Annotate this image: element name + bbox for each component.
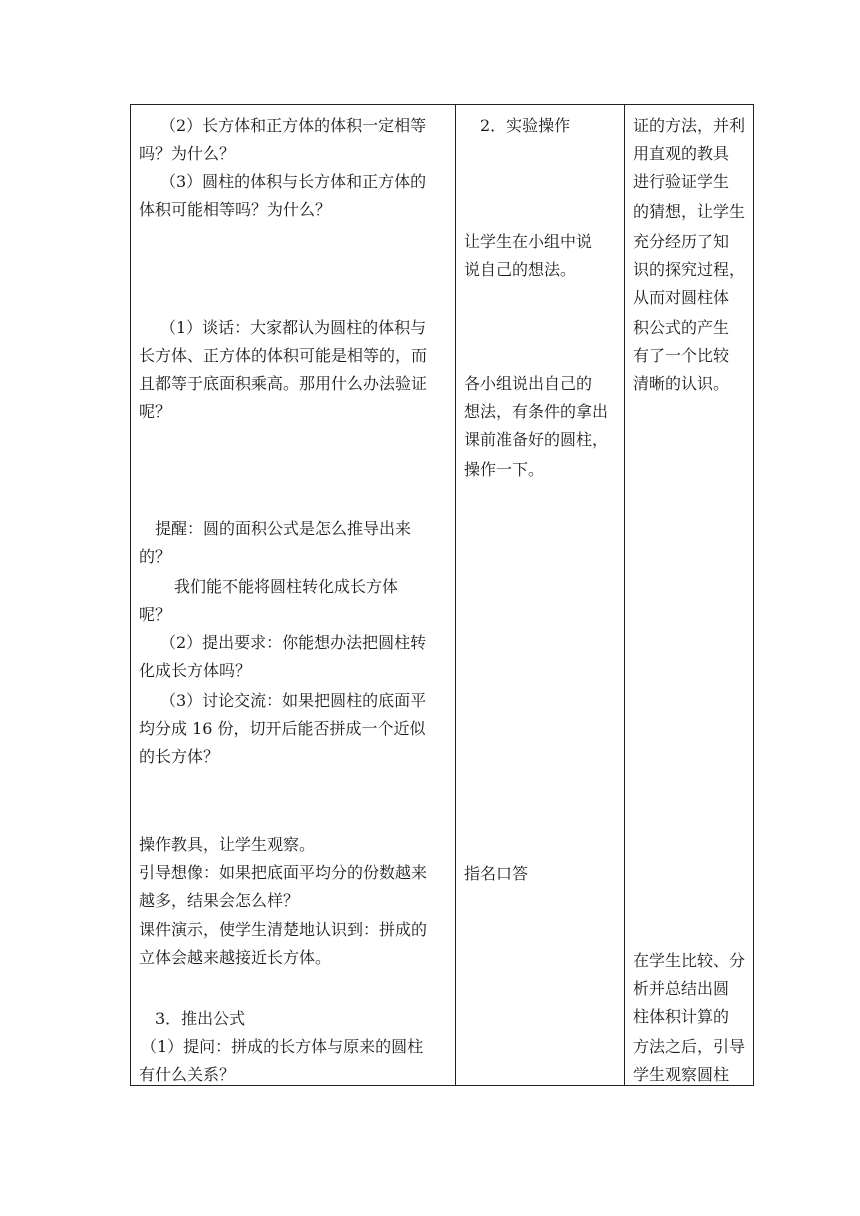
text-line: （2）提出要求：你能想办法把圆柱转 [160, 633, 427, 652]
text-line: 课件演示，使学生清楚地认识到：拼成的 [139, 920, 428, 939]
text-line: （1）谈话：大家都认为圆柱的体积与 [160, 318, 427, 337]
text-line: 各小组说出自己的 [464, 374, 593, 393]
text-line: 我们能不能将圆柱转化成长方体 [174, 577, 399, 596]
lesson-plan-table [130, 104, 754, 1086]
text-line: 呢？ [139, 605, 172, 624]
text-line: 说自己的想法。 [464, 260, 577, 279]
text-line: 证的方法，并利 [633, 116, 746, 135]
text-line: 从而对圆柱体 [633, 288, 730, 307]
text-line: 均分成 16 份，切开后能否拼成一个近似 [139, 719, 426, 738]
text-line: 用直观的教具 [633, 144, 730, 163]
text-line: 且都等于底面积乘高。那用什么办法验证 [139, 374, 428, 393]
text-line: 积公式的产生 [633, 318, 730, 337]
text-line: 有了一个比较 [633, 346, 730, 365]
text-line: 化成长方体吗？ [139, 661, 252, 680]
text-line: 有什么关系？ [139, 1065, 236, 1084]
text-line: 长方体、正方体的体积可能是相等的，而 [139, 346, 428, 365]
text-line: （3）讨论交流：如果把圆柱的底面平 [160, 691, 427, 710]
text-line: 体积可能相等吗？为什么？ [139, 200, 332, 219]
text-line: 方法之后，引导 [633, 1037, 746, 1056]
text-line: 呢？ [139, 402, 172, 421]
text-line: 2．实验操作 [480, 116, 571, 135]
text-line: 析并总结出圆 [633, 979, 730, 998]
text-line: 的长方体？ [139, 747, 220, 766]
text-line: 让学生在小组中说 [464, 232, 593, 251]
text-line: （1）提问：拼成的长方体与原来的圆柱 [141, 1037, 424, 1056]
text-line: 课前准备好的圆柱， [464, 430, 609, 449]
text-line: 学生观察圆柱 [633, 1065, 730, 1084]
text-line: 清晰的认识。 [633, 374, 730, 393]
text-line: 的猜想，让学生 [633, 202, 746, 221]
text-line: 想法，有条件的拿出 [464, 402, 609, 421]
text-line: 指名口答 [464, 864, 529, 883]
text-line: 引导想像：如果把底面平均分的份数越来 [139, 863, 428, 882]
student-activity-column [456, 105, 624, 1085]
text-line: 吗？为什么？ [139, 144, 236, 163]
text-line: 在学生比较、分 [633, 951, 746, 970]
text-line: 提醒：圆的面积公式是怎么推导出来 [155, 519, 412, 538]
teacher-activity-column [131, 105, 455, 1085]
text-line: 操作一下。 [464, 460, 545, 479]
text-line: 识的探究过程， [633, 260, 746, 279]
text-line: （2）长方体和正方体的体积一定相等 [160, 116, 427, 135]
text-line: 3．推出公式 [155, 1009, 246, 1028]
design-intent-column [625, 105, 753, 1085]
text-line: 充分经历了知 [633, 232, 730, 251]
text-line: 的？ [139, 547, 172, 566]
text-line: 越多，结果会怎么样？ [139, 891, 300, 910]
text-line: 进行验证学生 [633, 172, 730, 191]
text-line: 立体会越来越接近长方体。 [139, 948, 332, 967]
text-line: 柱体积计算的 [633, 1007, 730, 1026]
text-line: （3）圆柱的体积与长方体和正方体的 [160, 172, 427, 191]
text-line: 操作教具，让学生观察。 [139, 835, 316, 854]
